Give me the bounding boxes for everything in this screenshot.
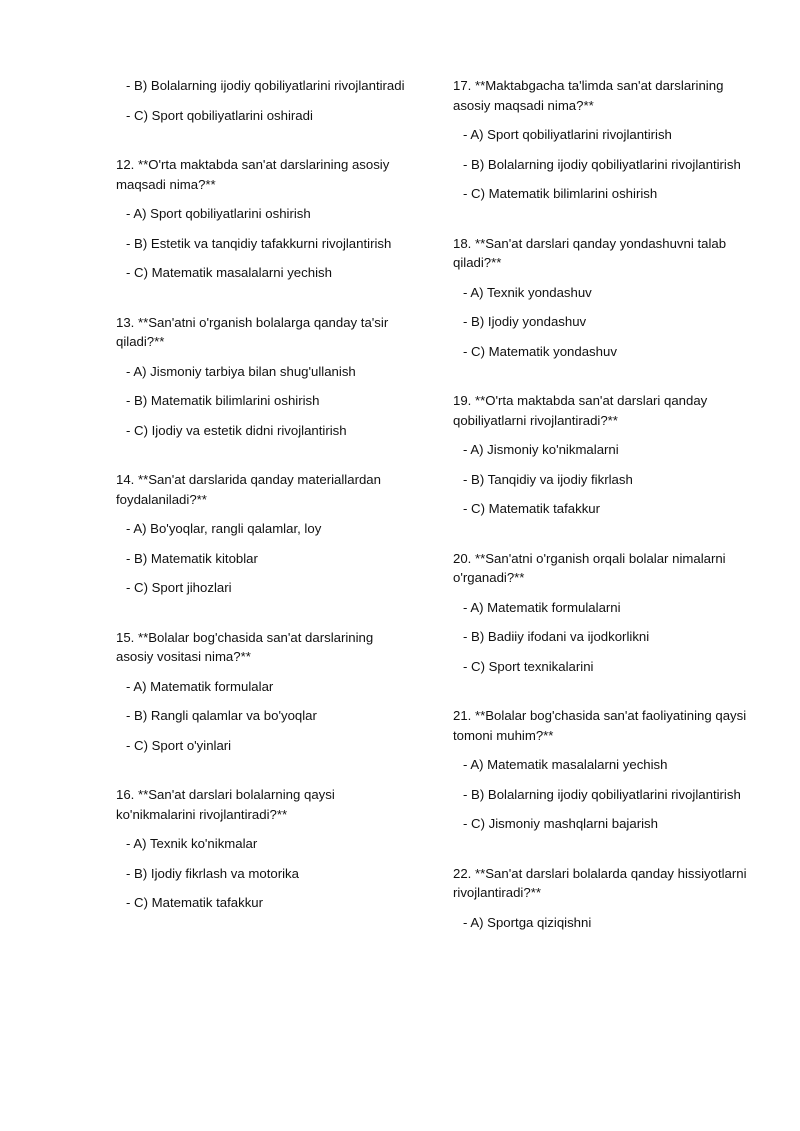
question-text: 16. **San'at darslari bolalarning qaysi ko'nikmalarini rivojlantiradi?** [116,787,339,822]
option-a: - A) Matematik formulalarni [463,599,621,615]
question-17 [453,76,748,204]
question-text: 14. **San'at darslarida qanday materiallardan foydalaniladi?** [116,472,385,507]
option-b: - B) Estetik va tanqidiy tafakkurni rivojlantirish [126,235,392,251]
option-c: - C) Matematik masalalarni yechish [126,265,332,280]
option-b: - B) Matematik bilimlarini oshirish [126,393,320,408]
option-a: - A) Sport qobiliyatlarini oshirish [126,206,311,221]
question-text: 17. **Maktabgacha ta'limda san'at darslarining asosiy maqsadi nima?** [453,78,728,113]
option-c: - C) Jismoniy mashqlarni bajarish [463,816,658,831]
question-text: 15. **Bolalar bog'chasida san'at darslarining asosiy vositasi nima?** [116,629,377,664]
question-text: 13. **San'atni o'rganish bolalarga qanday ta'sir qiladi?** [116,314,392,349]
option-c: - C) Sport o'yinlari [126,737,232,753]
option-a: - A) Matematik formulalar [126,678,274,694]
option-a: - A) Jismoniy tarbiya bilan shug'ullanish [126,363,356,379]
option-b: - B) Ijodiy fikrlash va motorika [126,865,299,881]
option-b: - B) Rangli qalamlar va bo'yoqlar [126,708,317,723]
option-a: - A) Bo'yoqlar, rangli qalamlar, loy [126,521,322,536]
option-c: - C) Ijodiy va estetik didni rivojlantirish [126,422,347,438]
option-b: - B) Ijodiy yondashuv [463,314,587,329]
option-c: - C) Sport jihozlari [126,580,232,595]
question-22 [453,864,751,933]
option-b: - B) Matematik kitoblar [126,550,258,566]
option-c: - C) Matematik tafakkur [463,501,601,516]
option-a: - A) Matematik masalalarni yechish [463,757,668,772]
question-text: 21. **Bolalar bog'chasida san'at faoliyatining qaysi tomoni muhim?** [453,708,750,743]
question-13 [116,313,411,441]
question-text: 22. **San'at darslari bolalarda qanday hissiyotlarni rivojlantiradi?** [453,865,751,900]
question-14 [116,470,411,598]
question-text: 19. **O'rta maktabda san'at darslari qanday qobiliyatlarni rivojlantiradi?** [453,393,711,428]
question-19 [453,391,748,519]
question-16 [116,785,411,913]
option-b: - B) Bolalarning ijodiy qobiliyatlarini rivojlantiradi [126,78,405,93]
question-18 [453,234,748,362]
option-b: - B) Bolalarning ijodiy qobiliyatlarini rivojlantirish [463,156,741,172]
option-b: - B) Badiiy ifodani va ijodkorlikni [463,629,650,644]
option-a: - A) Sport qobiliyatlarini rivojlantirish [463,127,672,142]
question-text: 12. **O'rta maktabda san'at darslarining asosiy maqsadi nima?** [116,157,393,192]
option-a: - A) Jismoniy ko'nikmalarni [463,442,619,457]
question-15 [116,628,411,756]
option-a: - A) Sportga qiziqishni [463,914,592,930]
question-text: 18. **San'at darslari qanday yondashuvni talab qiladi?** [453,235,730,270]
option-a: - A) Texnik ko'nikmalar [126,836,258,851]
option-a: - A) Texnik yondashuv [463,284,592,300]
option-c: - C) Sport texnikalarini [463,658,594,674]
option-b: - B) Tanqidiy va ijodiy fikrlash [463,471,633,487]
option-c: - C) Matematik bilimlarini oshirish [463,186,658,201]
option-c: - C) Matematik tafakkur [126,895,264,910]
left-column [116,76,411,923]
option-b: - B) Bolalarning ijodiy qobiliyatlarini rivojlantirish [463,786,741,802]
question-12 [116,155,411,283]
option-c: - C) Matematik yondashuv [463,343,617,359]
option-c: - C) Sport qobiliyatlarini oshiradi [126,107,313,123]
right-column [453,76,751,942]
question-21 [453,706,748,834]
question-20 [453,549,748,677]
question-text: 20. **San'atni o'rganish orqali bolalar nimalarni o'rganadi?** [453,550,730,585]
